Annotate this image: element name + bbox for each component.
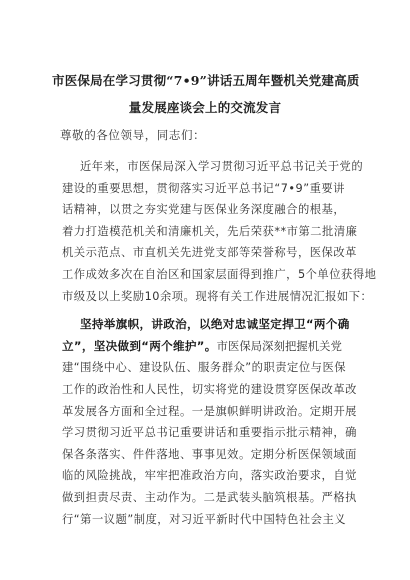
document-body bbox=[62, 156, 377, 530]
paragraph-1-line: 着力打造模范机关和清廉机关，先后荣获**市第二批清廉 bbox=[62, 224, 358, 238]
paragraph-1-line: 市级及以上奖励10余项。现将有关工作进展情况汇报如下： bbox=[62, 289, 373, 303]
paragraph-2-line bbox=[62, 336, 362, 358]
paragraph-2-text: 市医保局深刻把握机关党 bbox=[216, 339, 342, 353]
document-title-line-1: 市医保局在学习贯彻“7•9”讲话五周年暨机关党建高质 bbox=[52, 73, 360, 88]
paragraph-2-line: 建“围绕中心、建设队伍、服务群众”的职责定位与医保 bbox=[62, 361, 347, 375]
paragraph-2-line: 临的风险挑战，牢牢把准政治方向，落实政治要求，自觉 bbox=[62, 469, 357, 483]
paragraph-1-line: 建设的重要思想，贯彻落实习近平总书记“7•9”重要讲 bbox=[62, 181, 345, 195]
paragraph-2-line: 保各条落实、件件落地、事事见效。定期分析医保领域面 bbox=[62, 447, 357, 461]
paragraph-2-line: 学习贯彻习近平总书记重要讲话和重要指示批示精神，确 bbox=[62, 426, 357, 440]
paragraph-1-line: 工作成效多次在自治区和国家层面得到推广，5个单位获得地 bbox=[62, 267, 377, 281]
paragraph-2-line: 工作的政治性和人民性，切实将党的建设贯穿医保改革改 bbox=[62, 382, 357, 396]
paragraph-2-line: 革发展各方面和全过程。一是旗帜鲜明讲政治。定期开展 bbox=[62, 404, 357, 418]
section-heading-line-1: 坚持举旗帜，讲政治，以绝对忠诚坚定捍卫“两个确 bbox=[80, 317, 350, 332]
paragraph-1-line: 近年来，市医保局深入学习贯彻习近平总书记关于党的 bbox=[80, 160, 364, 173]
paragraph-1-line: 机关示范点、市直机关先进党支部等荣誉称号，医保改革 bbox=[62, 246, 357, 260]
salutation: 尊敬的各位领导，同志们： bbox=[60, 128, 206, 142]
section-heading-line-2: 立”，坚决做到“两个维护”。 bbox=[62, 338, 217, 353]
paragraph-2-line: 行“第一议题”制度，对习近平新时代中国特色社会主义 bbox=[62, 512, 347, 526]
paragraph-2-line: 做到担责尽责、主动作为。二是武装头脑筑根基。严格执 bbox=[62, 490, 357, 504]
paragraph-1-line: 话精神，以贯之夯实党建与医保业务深度融合的根基， bbox=[62, 203, 346, 217]
document-title-line-2: 量发展座谈会上的交流发言 bbox=[128, 100, 282, 115]
